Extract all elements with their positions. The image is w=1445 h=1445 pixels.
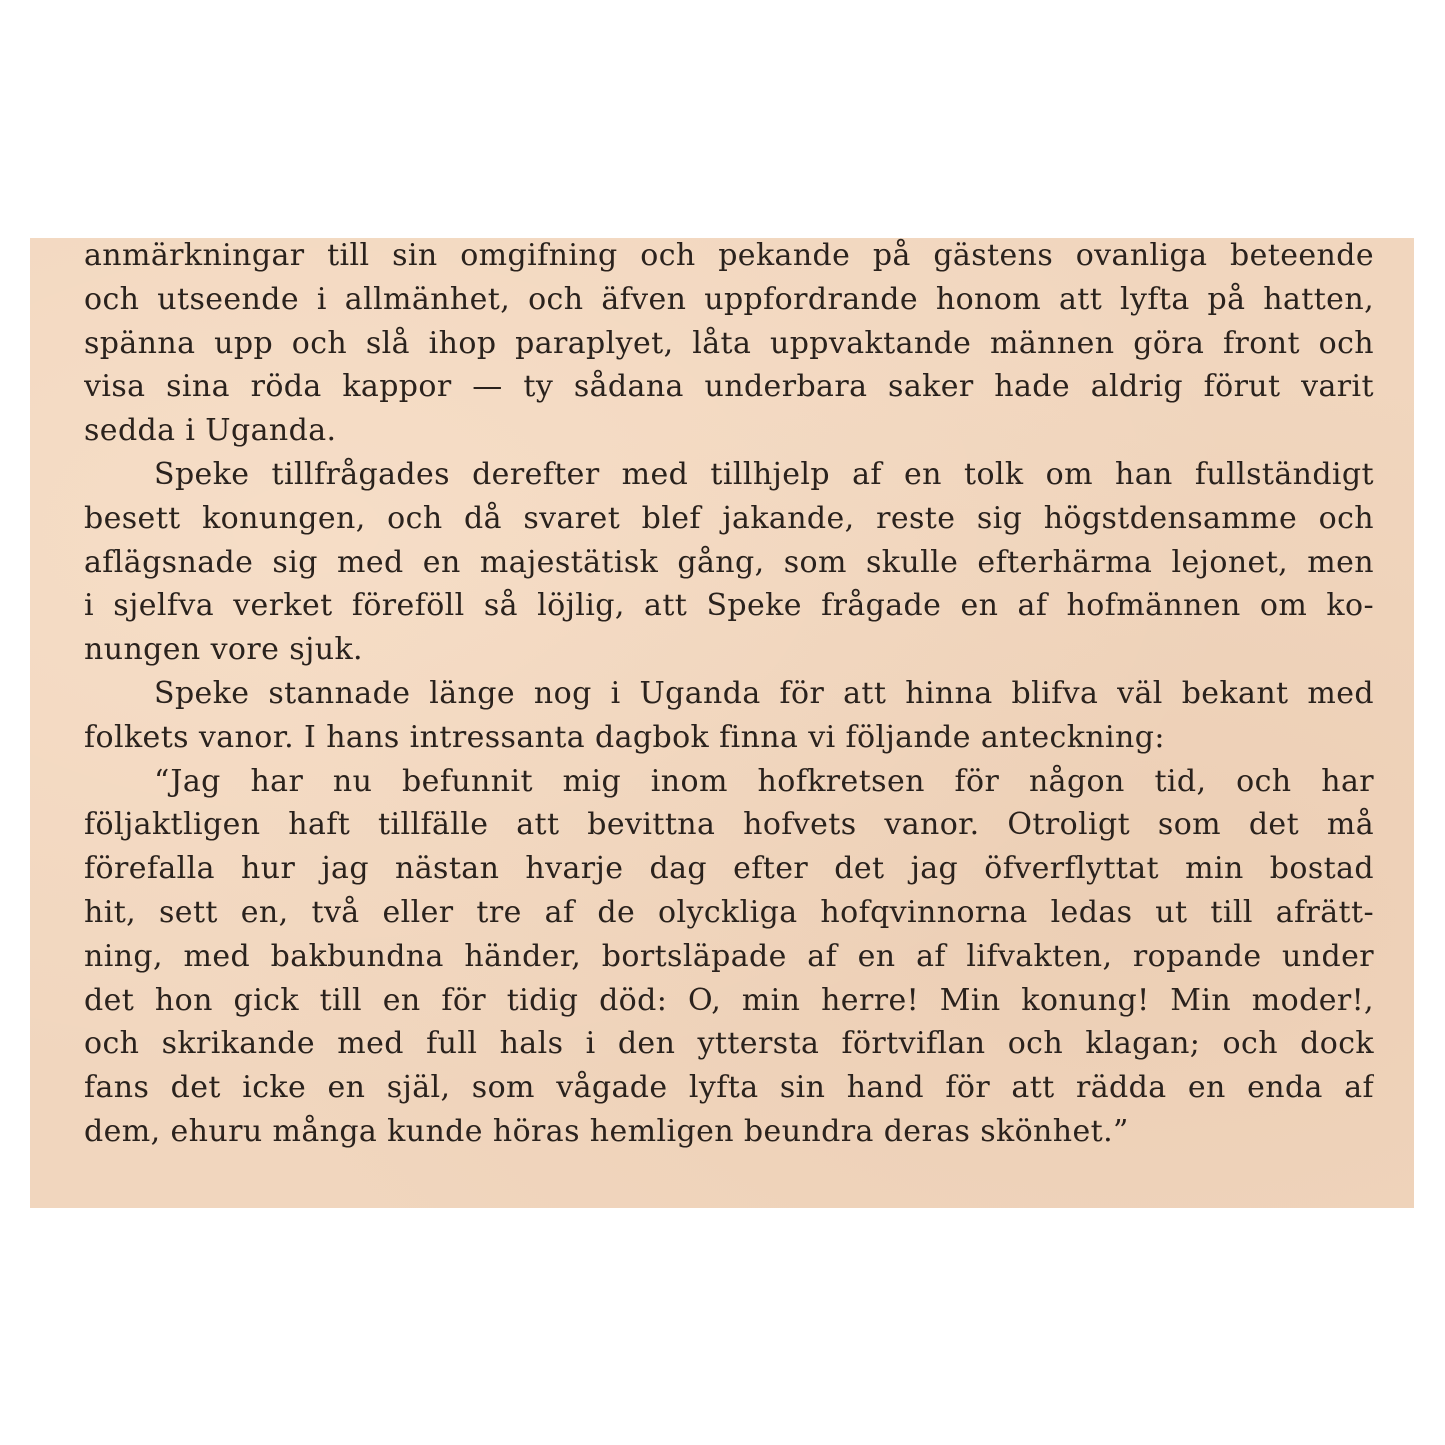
text-line: sedda i Uganda. (84, 413, 337, 449)
text-line: i sjelfva verket föreföll så löjlig, att Speke frågade en af hofmännen om ko- (84, 588, 1374, 624)
paragraph-start: Speke stannade länge nog i Uganda för att hinna blifva väl bekant med (154, 675, 1374, 711)
text-line: nungen vore sjuk. (84, 632, 363, 668)
text-line: förefalla hur jag nästan hvarje dag efter det jag öfverflyttat min bostad (84, 851, 1374, 887)
quote-start: “Jag har nu befunnit mig inom hofkretsen för någon tid, och har (154, 763, 1374, 799)
text-line: och skrikande med full hals i den yttersta förtviflan och klagan; och dock (84, 1026, 1374, 1062)
text-line: visa sina röda kappor — ty sådana underbara saker hade aldrig förut varit (84, 369, 1374, 405)
text-line: hit, sett en, två eller tre af de olyckliga hofqvinnorna ledas ut till afrätt- (84, 894, 1374, 930)
paragraph-start: Speke tillfrågades derefter med tillhjelp af en tolk om han fullständigt (154, 456, 1374, 492)
text-line: det hon gick till en för tidig död: O, min herre! Min konung! Min moder!, (84, 982, 1374, 1018)
text-line: ning, med bakbundna händer, bortsläpade af en af lifvakten, ropande under (84, 938, 1374, 974)
text-line: folkets vanor. I hans intressanta dagbok finna vi följande anteckning: (84, 719, 1165, 755)
text-line: spänna upp och slå ihop paraplyet, låta uppvaktande männen göra front och (84, 325, 1374, 361)
text-line: fans det icke en själ, som vågade lyfta sin hand för att rädda en enda af (84, 1070, 1374, 1106)
text-line: följaktligen haft tillfälle att bevittna hofvets vanor. Otroligt som det må (84, 807, 1374, 843)
text-line: besett konungen, och då svaret blef jakande, reste sig högstdensamme och (84, 500, 1374, 536)
text-line: anmärkningar till sin omgifning och pekande på gästens ovanliga beteende (84, 238, 1374, 273)
scanned-page (30, 238, 1414, 1208)
text-line: och utseende i allmänhet, och äfven uppfordrande honom att lyfta på hatten, (84, 281, 1374, 317)
body-text (84, 238, 1374, 1154)
text-line: aflägsnade sig med en majestätisk gång, som skulle efterhärma lejonet, men (84, 544, 1374, 580)
text-line: dem, ehuru många kunde höras hemligen beundra deras skönhet.” (84, 1113, 1129, 1149)
